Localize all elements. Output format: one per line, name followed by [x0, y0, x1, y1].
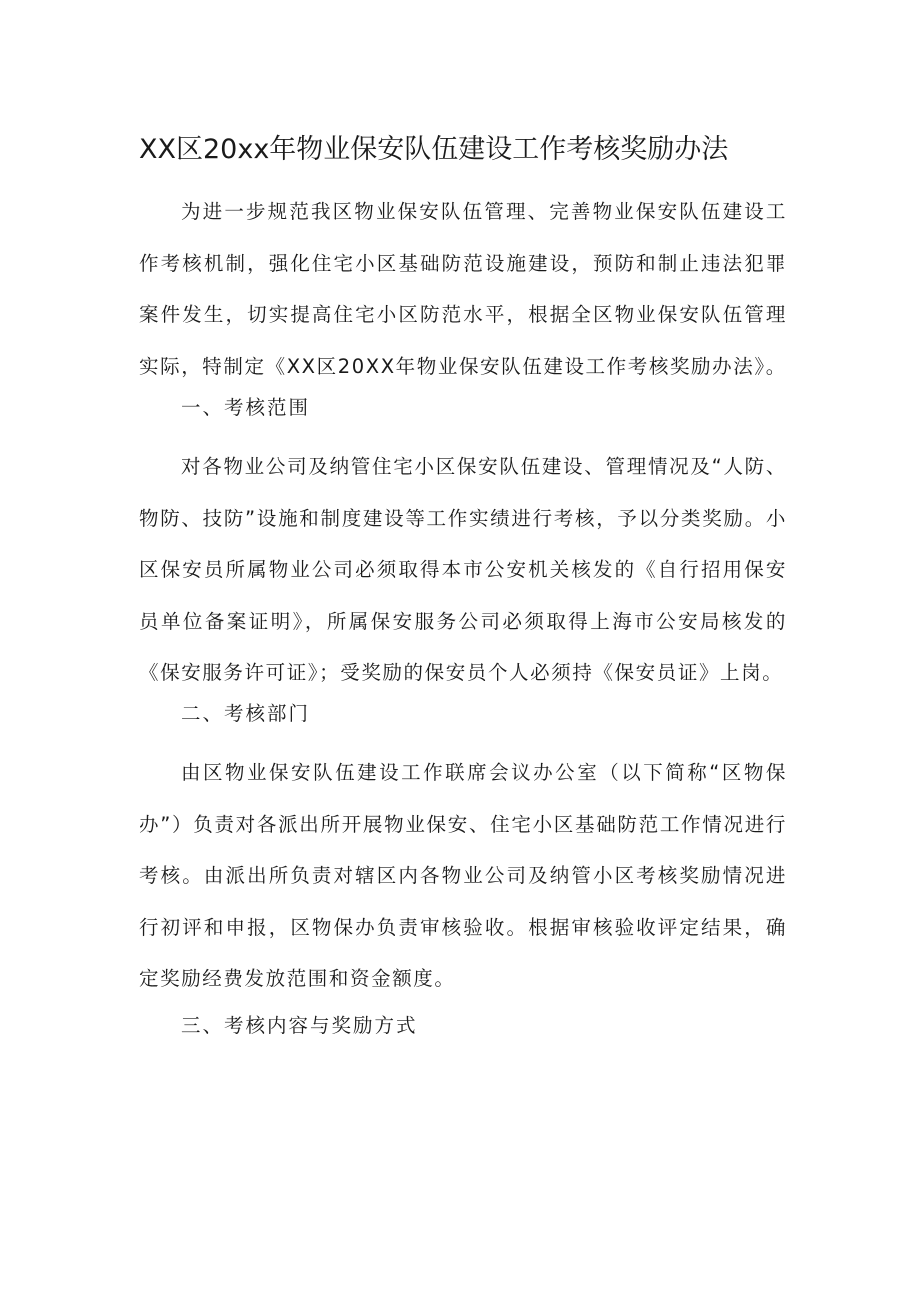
section-body-scope: 对各物业公司及纳管住宅小区保安队伍建设、管理情况及“人防、物防、技防”设施和制度建设等工作实绩进行考核，予以分类奖励。小区保安员所属物业公司必须取得本市公安机关核发的《自行招用保安员单位备案证明》，所属保安服务公司必须取得上海市公安局核发的《保安服务许可证》；受奖励的保安员个人必须持《保安员证》上岗。	[139, 455, 787, 684]
section-heading-department: 二、考核部门	[181, 702, 311, 725]
section-body-department: 由区物业保安队伍建设工作联席会议办公室（以下简称“区物保办”）负责对各派出所开展物业保安、住宅小区基础防范工作情况进行考核。由派出所负责对辖区内各物业公司及纳管小区考核奖励情况进行初评和申报，区物保办负责审核验收。根据审核验收评定结果，确定奖励经费发放范围和资金额度。	[139, 761, 787, 990]
section-heading-content-rewards: 三、考核内容与奖励方式	[181, 1014, 418, 1037]
document-title: XX区20xx年物业保安队伍建设工作考核奖励办法	[139, 134, 729, 165]
intro-paragraph: 为进一步规范我区物业保安队伍管理、完善物业保安队伍建设工作考核机制，强化住宅小区基础防范设施建设，预防和制止违法犯罪案件发生，切实提高住宅小区防范水平，根据全区物业保安队伍管理实际，特制定《XX区20XX年物业保安队伍建设工作考核奖励办法》。	[139, 200, 787, 378]
section-heading-scope: 一、考核范围	[181, 396, 311, 419]
